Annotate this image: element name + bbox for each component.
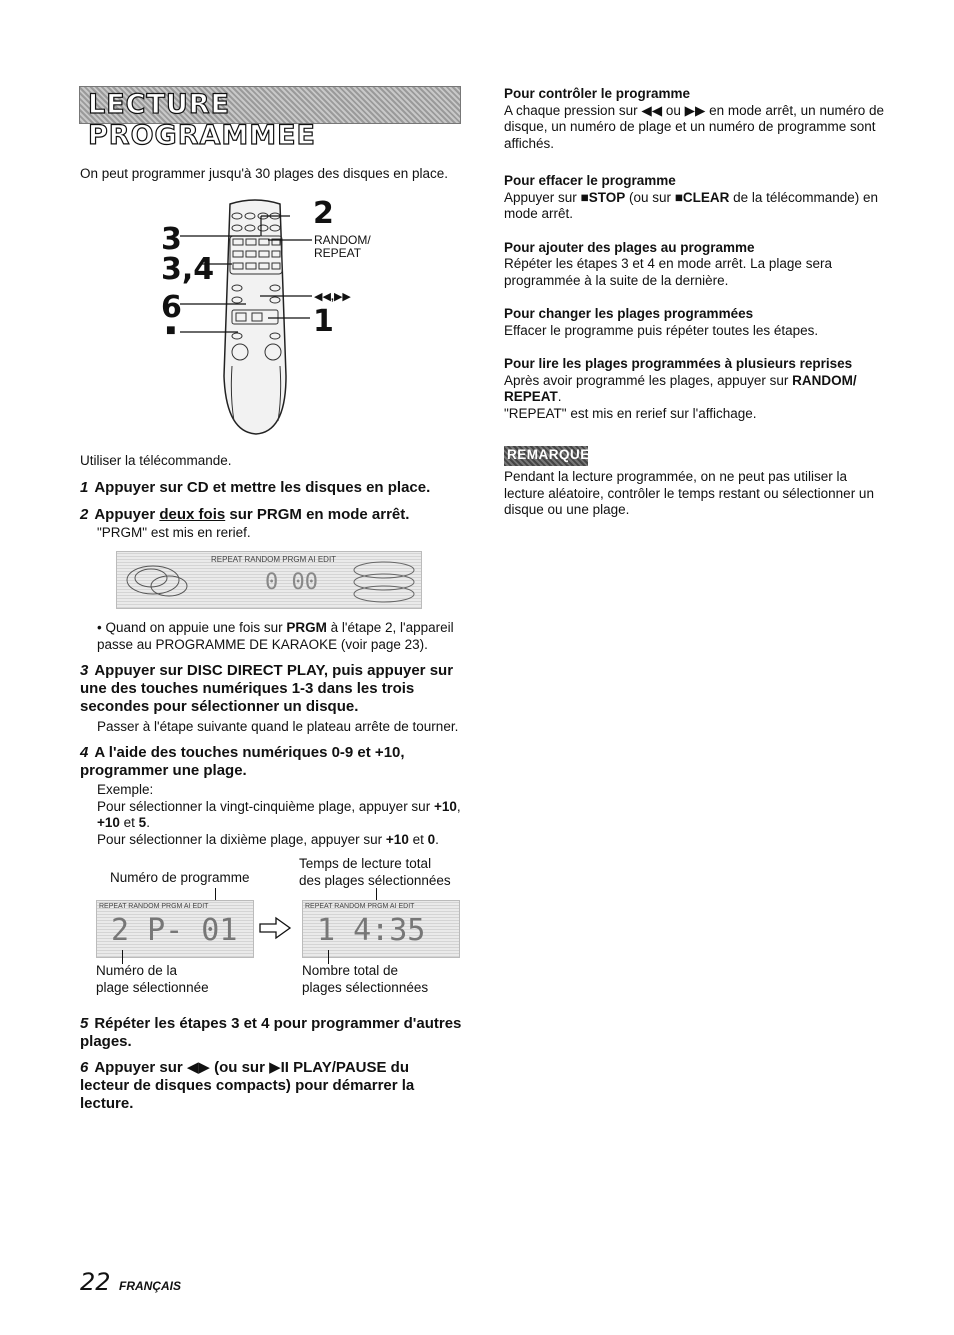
figure-label-stop: ■ [166, 322, 176, 339]
bullet-pre: • Quand on appuie une fois sur [97, 620, 287, 635]
label-total-count-2: plages sélectionnées [302, 979, 429, 995]
label-total-time-2: des plages sélectionnées [299, 872, 451, 888]
disc-icon [121, 558, 191, 602]
text-ajouter: Répéter les étapes 3 et 4 en mode arrêt. La plage sera programmée à la suite de la dernière. [504, 256, 832, 288]
figure-label-3: 3 [161, 222, 182, 257]
disc-tray-icon [351, 558, 417, 604]
p2-mid: (ou sur [625, 189, 675, 205]
step-1-number: 1 [80, 479, 89, 496]
random-repeat-line-2: REPEAT [314, 246, 362, 260]
step-1 [80, 479, 460, 497]
step-5-number: 5 [80, 1015, 89, 1032]
step-6-number: 6 [80, 1059, 89, 1076]
ex1-b2: +10 [97, 815, 120, 830]
heading-effacer: Pour effacer le programme [504, 173, 676, 188]
text-repeter [504, 373, 886, 406]
ex2-b2: 0 [427, 831, 436, 847]
remarque-label: REMARQUE [507, 447, 590, 462]
label-track-num-1: Numéro de la [96, 963, 178, 978]
text-controler: A chaque pression sur ◀◀ ou ▶▶ en mode arrêt, un numéro de disque, un numéro de plage et un numéro de programme sont affichés. [504, 102, 884, 151]
ex1-b3: 5 [138, 815, 147, 830]
lcd3-digits: 1 4:35 [317, 913, 426, 948]
remarque-badge [504, 446, 588, 466]
right-column [504, 86, 886, 422]
page-title: LECTURE PROGRAMMEE [88, 89, 317, 151]
ex1-pre: Pour sélectionner la vingt-cinquième plage, appuyer sur [97, 798, 434, 814]
figure-label-6: 6 [161, 290, 182, 325]
step-4 [80, 744, 462, 780]
step-3-text: Appuyer sur DISC DIRECT PLAY, puis appuyer sur une des touches numériques 1-3 dans les trois secondes pour sélectionner un disque. [80, 662, 454, 715]
label-total-time [299, 856, 451, 889]
bullet-bold: PRGM [286, 620, 327, 635]
label-track-num-2: plage sélectionnée [96, 979, 209, 995]
text-effacer [504, 190, 886, 223]
heading-ajouter: Pour ajouter des plages au programme [504, 239, 755, 255]
lcd2-indicators: REPEAT RANDOM PRGM AI EDIT [99, 903, 209, 910]
lcd1-indicators: REPEAT RANDOM PRGM AI EDIT [211, 555, 337, 564]
label-total-count [302, 963, 428, 996]
ex2-b1: +10 [385, 831, 409, 847]
leader-track-num [122, 950, 123, 964]
label-total-count-1: Nombre total de [302, 963, 399, 978]
bullet-note [97, 620, 462, 653]
step-3-number: 3 [80, 662, 89, 679]
random-repeat-line-1: RANDOM/ [314, 233, 371, 247]
label-track-num [96, 963, 209, 996]
step-6 [80, 1059, 462, 1113]
example-label: Exemple: [97, 782, 154, 797]
step-2-pre: Appuyer [94, 506, 160, 523]
ex2-pre: Pour sélectionner la dixième plage, appuyer sur [97, 831, 386, 847]
arrow-right-icon [258, 916, 292, 940]
lcd-display-prgm [116, 551, 422, 609]
figure-label-2: 2 [313, 196, 334, 231]
remote-body [224, 200, 286, 434]
step-2-note: "PRGM" est mis en rerief. [97, 525, 251, 540]
random-repeat-label [314, 234, 371, 260]
figure-label-3-4: 3,4 [161, 252, 215, 287]
example-1: Pour sélectionner la vingt-cinquième plage, appuyer sur +10, +10 et 5. [97, 798, 461, 830]
p5-bold: RANDOM/ REPEAT [504, 372, 857, 404]
step-3 [80, 662, 462, 716]
example-2: Pour sélectionner la dixième plage, appuyer sur +10 et 0. [97, 831, 439, 847]
lcd2-digits: 2 P- 01 [111, 913, 238, 948]
step-4-text: A l'aide des touches numériques 0-9 et +10, programmer une plage. [80, 744, 405, 779]
remarque-text: Pendant la lecture programmée, on ne peut pas utiliser la lecture aléatoire, contrôler le temps restant ou sélectionner un disque ou une plage. [504, 469, 874, 517]
text-repeat-relief: "REPEAT" est mis en rerief sur l'affichage. [504, 405, 757, 421]
skip-label: ◀◀,▶▶ [314, 291, 351, 303]
heading-controler: Pour contrôler le programme [504, 86, 691, 101]
p2-stop: ■STOP [580, 189, 626, 205]
label-prog-num: Numéro de programme [110, 870, 250, 885]
page-number: 22 [80, 1268, 111, 1296]
figure-label-1: 1 [313, 304, 334, 339]
lcd-display-total [302, 900, 460, 958]
step-1-text: Appuyer sur CD et mettre les disques en place. [94, 479, 431, 496]
p5-post: . [557, 389, 562, 404]
footer [80, 1268, 181, 1296]
heading-changer: Pour changer les plages programmées [504, 306, 754, 321]
step-5 [80, 1015, 462, 1051]
language-label: FRANÇAIS [119, 1279, 181, 1293]
lcd1-digits: 0 00 [265, 570, 318, 595]
heading-repeter: Pour lire les plages programmées à plusieurs reprises [504, 356, 853, 371]
step-4-number: 4 [80, 744, 89, 761]
leader-total-count [328, 950, 329, 964]
bullet-post: à l'étape 2, l'appareil passe au PROGRAMME DE KARAOKE (voir page 23). [97, 620, 454, 652]
step-2 [80, 506, 460, 524]
p2-post: de la télécommande) en mode arrêt. [504, 189, 878, 221]
label-total-time-1: Temps de lecture total [299, 856, 432, 871]
step-5-text: Répéter les étapes 3 et 4 pour programmer d'autres plages. [80, 1015, 462, 1050]
p5-pre: Après avoir programmé les plages, appuyer sur [504, 372, 793, 388]
p2-clear: ■CLEAR [674, 189, 730, 205]
p2-pre: Appuyer sur [504, 189, 581, 205]
lcd-display-program-number [96, 900, 254, 958]
text-changer: Effacer le programme puis répéter toutes les étapes. [504, 322, 819, 338]
ex1-b1: +10 [433, 798, 457, 814]
step-4-details [97, 782, 467, 848]
step-3-note: Passer à l'étape suivante quand le plateau arrête de tourner. [97, 719, 459, 734]
ex1-mid: et [119, 815, 139, 830]
step-2-post: sur PRGM en mode arrêt. [225, 506, 410, 523]
step-6-text: Appuyer sur ◀▶ (ou sur ▶II PLAY/PAUSE du lecteur de disques compacts) pour démarrer la lecture. [80, 1059, 415, 1112]
intro-text: On peut programmer jusqu'à 30 plages des disques en place. [80, 166, 449, 181]
lcd3-indicators: REPEAT RANDOM PRGM AI EDIT [305, 903, 415, 910]
remote-caption: Utiliser la télécommande. [80, 453, 232, 468]
step-2-underlined: deux fois [159, 506, 226, 523]
title-banner [79, 86, 461, 151]
step-2-number: 2 [80, 506, 89, 523]
